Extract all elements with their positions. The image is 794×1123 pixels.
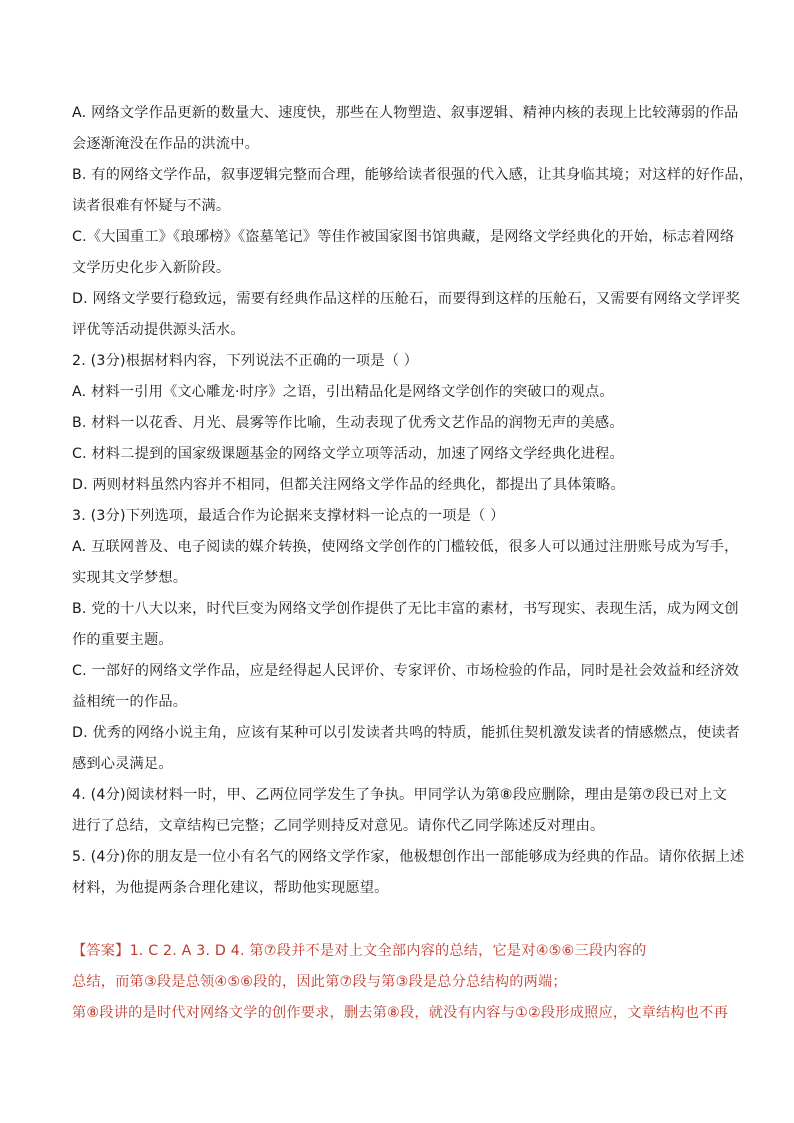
q1-option-b-line2: 读者很难有怀疑与不满。 <box>72 198 231 214</box>
q4-line1: 4. (4分)阅读材料一时，甲、乙两位同学发生了争执。甲同学认为第⑧段应删除，理由是第⑦段已对上文 <box>72 787 728 803</box>
q5-line2: 材料，为他提两条合理化建议，帮助他实现愿望。 <box>72 880 389 896</box>
q3-option-c-line2: 益相统一的作品。 <box>72 694 188 710</box>
q1-option-a-line1: A. 网络文学作品更新的数量大、速度快，那些在人物塑造、叙事逻辑、精神内核的表现上比较薄弱的作品 <box>72 105 739 121</box>
q3-option-b-line1: B. 党的十八大以来，时代巨变为网络文学创作提供了无比丰富的素材，书写现实、表现生活，成为网文创 <box>72 601 739 617</box>
q3-option-d-line1: D. 优秀的网络小说主角，应该有某种可以引发读者共鸣的特质，能抓住契机激发读者的情感燃点，使读者 <box>72 725 740 741</box>
answer-line1 <box>72 941 732 961</box>
q1-option-b-line1: B. 有的网络文学作品，叙事逻辑完整而合理，能够给读者很强的代入感，让其身临其境；对这样的好作品， <box>72 167 754 183</box>
q1-option-d-line2: 评优等活动提供源头活水。 <box>72 322 245 338</box>
q2-option-c: C. 材料二提到的国家级课题基金的网络文学立项等活动，加速了网络文学经典化进程。 <box>72 446 624 462</box>
q3-option-c-line1: C. 一部好的网络文学作品，应是经得起人民评价、专家评价、市场检验的作品，同时是社会效益和经济效 <box>72 663 739 679</box>
answer-line2: 总结，而第③段是总领④⑤⑥段的，因此第⑦段与第③段是总分总结构的两端； <box>72 974 567 990</box>
answer-tag: 【答案】 <box>72 943 130 959</box>
q2-option-d: D. 两则材料虽然内容并不相同，但都关注网络文学作品的经典化，都提出了具体策略。 <box>72 477 625 493</box>
q4-line2: 进行了总结，文章结构已完整；乙同学则持反对意见。请你代乙同学陈述反对理由。 <box>72 818 605 834</box>
q1-option-c-line2: 文学历史化步入新阶段。 <box>72 260 231 276</box>
q3-option-d-line2: 感到心灵满足。 <box>72 756 173 772</box>
q1-option-c-line1: C.《大国重工》《琅琊榜》《盗墓笔记》等佳作被国家图书馆典藏，是网络文学经典化的开始，标志着网络 <box>72 229 735 245</box>
q2-option-a: A. 材料一引用《文心雕龙·时序》之语，引出精品化是网络文学创作的突破口的观点。 <box>72 384 614 400</box>
answer-line1-text: 1. C 2. A 3. D 4. 第⑦段并不是对上文全部内容的总结，它是对④⑤⑥三段内容的 <box>129 943 647 959</box>
q2-option-b: B. 材料一以花香、月光、晨雾等作比喻，生动表现了优秀文艺作品的润物无声的美感。 <box>72 415 624 431</box>
q3-option-a-line2: 实现其文学梦想。 <box>72 570 188 586</box>
q1-option-d-line1: D. 网络文学要行稳致远，需要有经典作品这样的压舱石，而要得到这样的压舱石，又需要有网络文学评奖 <box>72 291 740 307</box>
q1-option-a-line2: 会逐渐淹没在作品的洪流中。 <box>72 136 260 152</box>
q5-line1: 5. (4分)你的朋友是一位小有名气的网络文学作家，他极想创作出一部能够成为经典的作品。请你依据上述 <box>72 849 745 865</box>
q3-stem: 3. (3分)下列选项，最适合作为论据来支撑材料一论点的一项是（ ） <box>72 508 505 524</box>
q3-option-b-line2: 作的重要主题。 <box>72 632 173 648</box>
q3-option-a-line1: A. 互联网普及、电子阅读的媒介转换，使网络文学创作的门槛较低，很多人可以通过注册账号成为写手， <box>72 539 739 555</box>
answer-line3: 第⑧段讲的是时代对网络文学的创作要求，删去第⑧段，就没有内容与①②段形成照应，文章结构也不再 <box>72 1005 728 1021</box>
q2-stem: 2. (3分)根据材料内容，下列说法不正确的一项是（ ） <box>72 353 419 369</box>
